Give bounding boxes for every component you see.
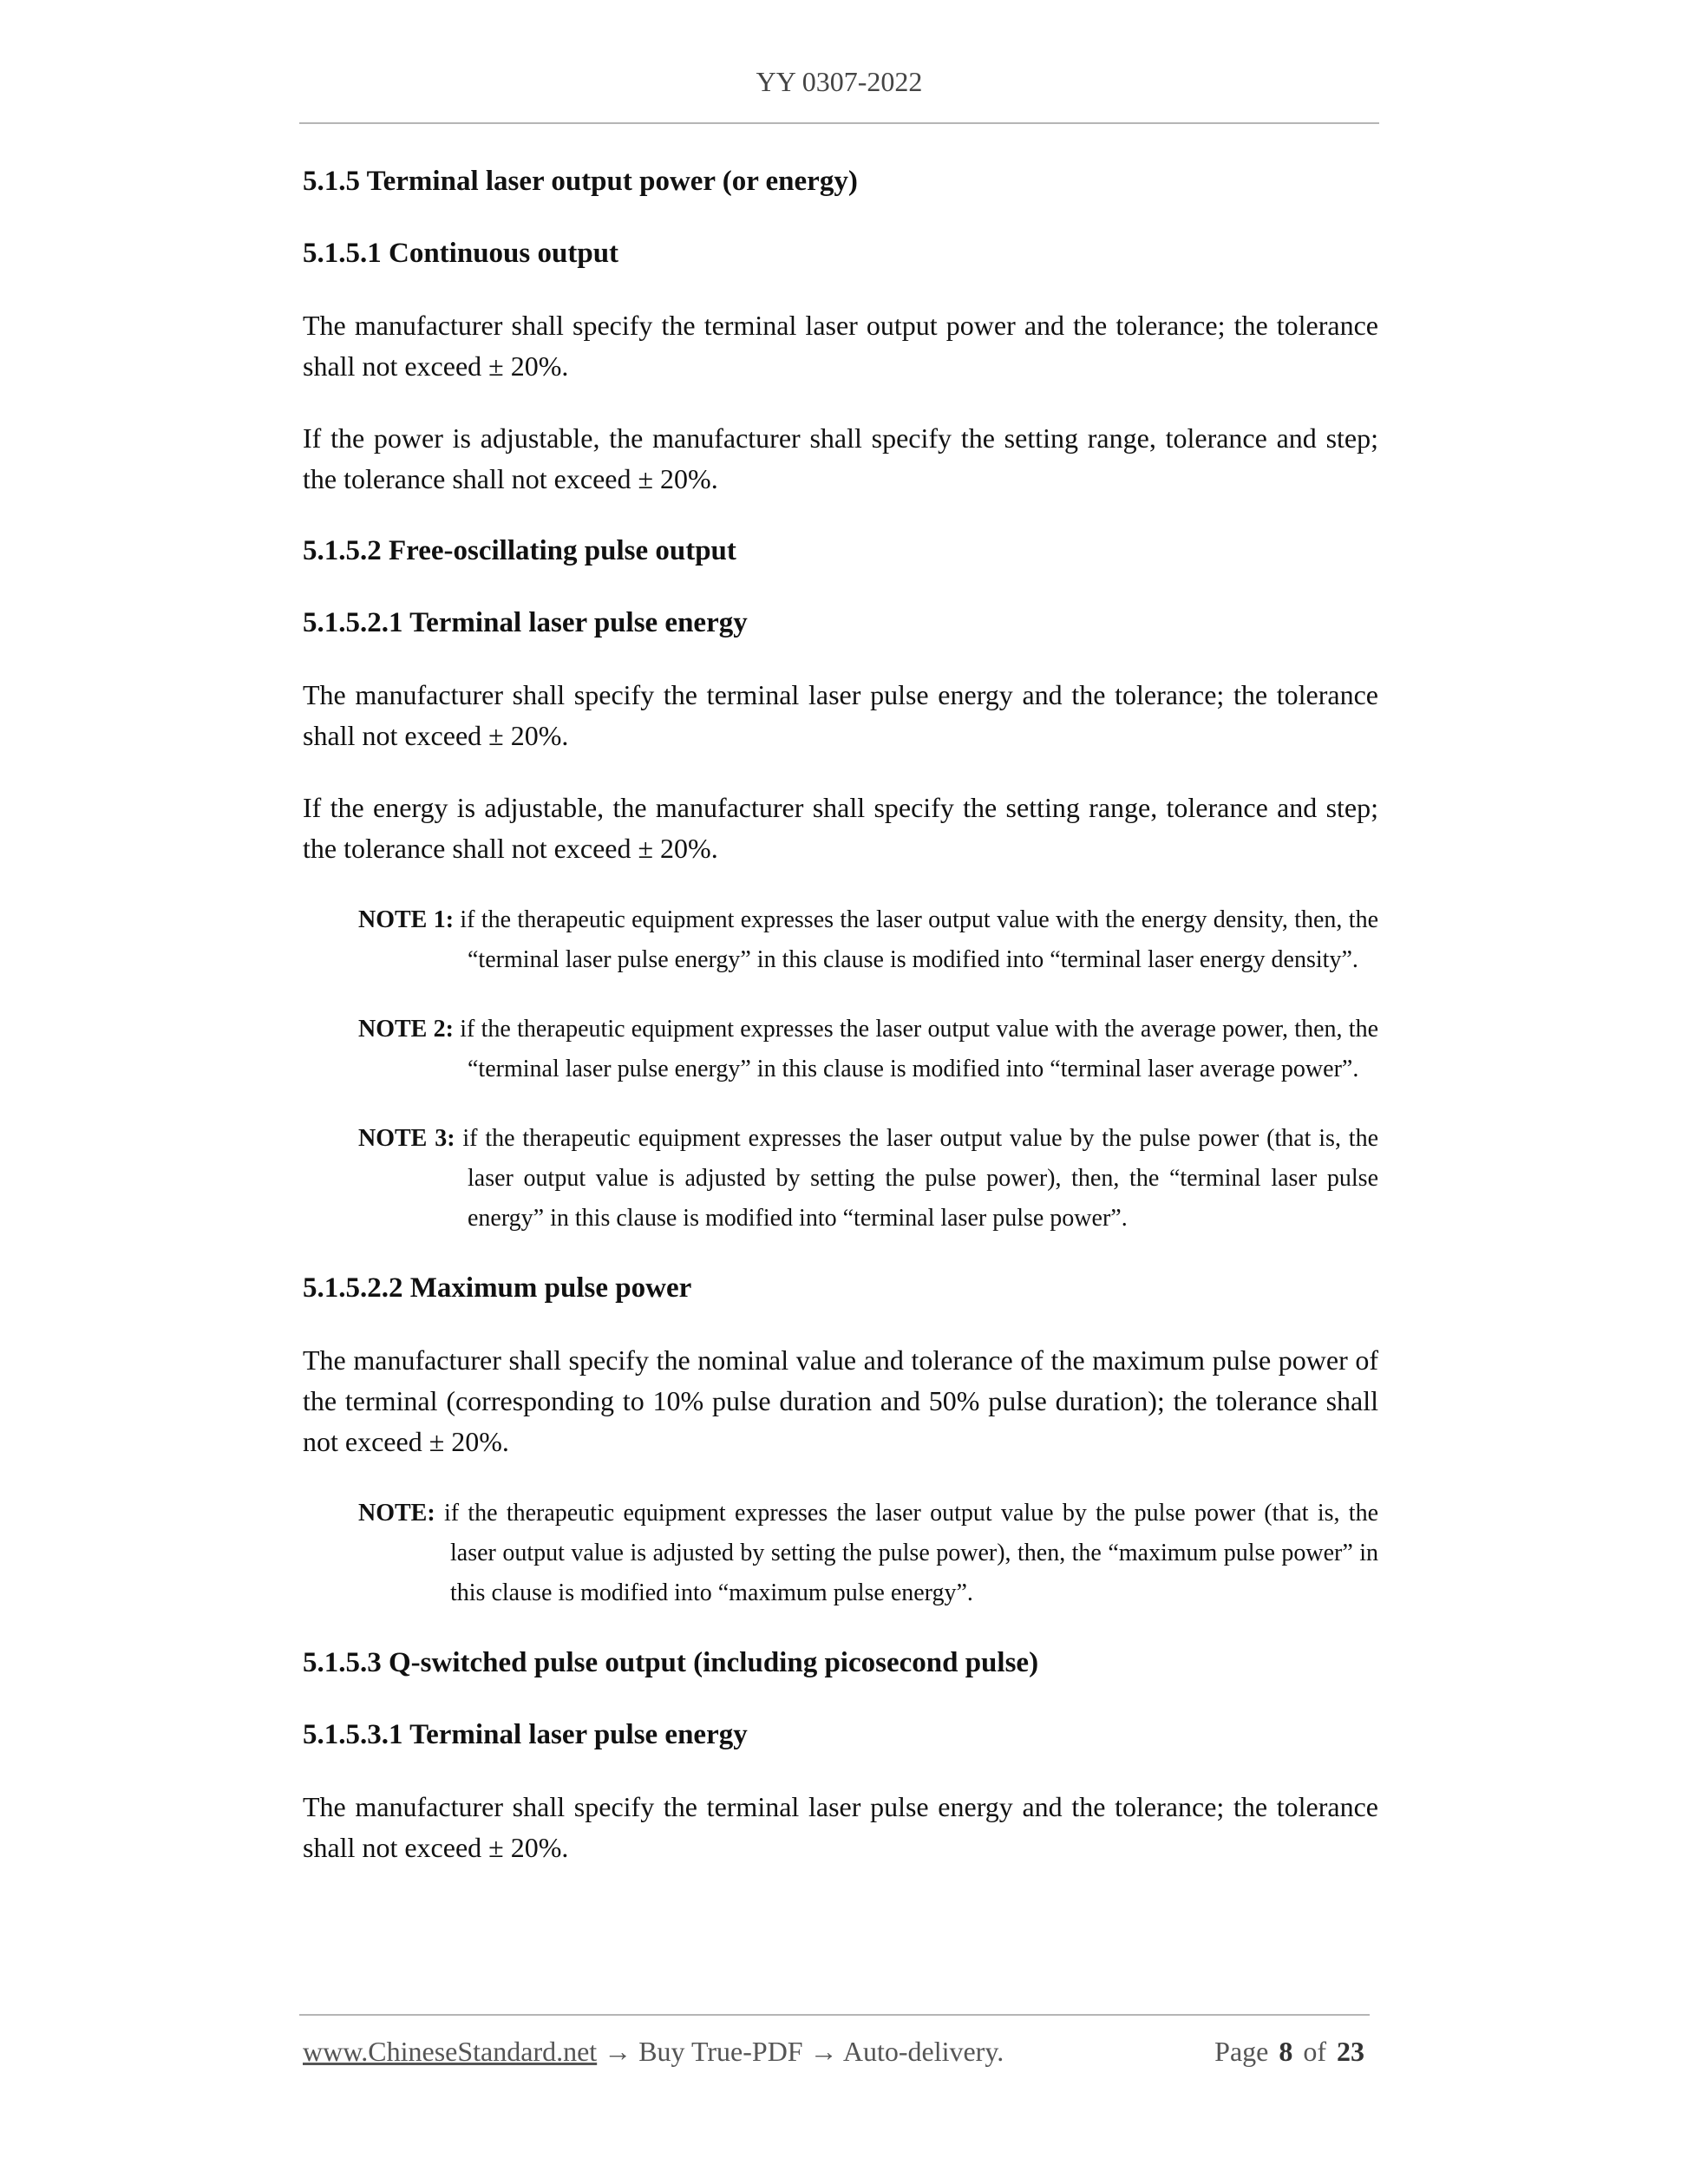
heading-5-1-5-2-2: 5.1.5.2.2 Maximum pulse power xyxy=(303,1272,692,1304)
note-1-text: if the therapeutic equipment expresses the laser output value with the energy density, then, the “terminal laser pulse energy” in this clause is modified into “terminal laser energy density”. xyxy=(460,906,1378,973)
arrow-right-icon: → xyxy=(809,2036,838,2067)
heading-5-1-5-2: 5.1.5.2 Free-oscillating pulse output xyxy=(303,535,736,566)
page-total: 23 xyxy=(1337,2036,1364,2067)
note-1-label: NOTE 1: xyxy=(358,906,455,933)
auto-delivery-text: Auto-delivery. xyxy=(842,2036,1004,2067)
header-divider xyxy=(299,122,1379,124)
note-3-label: NOTE 3: xyxy=(358,1125,455,1152)
note-maximum-pulse-label: NOTE: xyxy=(358,1500,435,1527)
paragraph-pulse-energy: The manufacturer shall specify the terminal laser pulse energy and the tolerance; the tolerance shall not exceed ± 20%. xyxy=(303,679,1378,751)
website-link[interactable]: www.ChineseStandard.net xyxy=(303,2036,598,2067)
heading-5-1-5: 5.1.5 Terminal laser output power (or energy) xyxy=(303,166,858,197)
paragraph-q-switched-energy: The manufacturer shall specify the terminal laser pulse energy and the tolerance; the tolerance shall not exceed ± 20%. xyxy=(303,1791,1378,1863)
buy-true-pdf-text: Buy True-PDF xyxy=(638,2036,803,2067)
heading-5-1-5-1: 5.1.5.1 Continuous output xyxy=(303,238,619,269)
paragraph-adjustable-energy: If the energy is adjustable, the manufacturer shall specify the setting range, tolerance and step; the tolerance shall not exceed ± 20%. xyxy=(303,792,1378,864)
paragraph-continuous-power: The manufacturer shall specify the terminal laser output power and the tolerance; the tolerance shall not exceed ± 20%. xyxy=(303,310,1378,382)
note-1 xyxy=(358,900,1378,980)
page-indicator xyxy=(1214,2036,1364,2068)
heading-5-1-5-2-1: 5.1.5.2.1 Terminal laser pulse energy xyxy=(303,607,748,638)
footer-divider xyxy=(299,2014,1370,2016)
heading-5-1-5-3-1: 5.1.5.3.1 Terminal laser pulse energy xyxy=(303,1719,748,1750)
footer-promo xyxy=(303,2036,1004,2068)
paragraph-maximum-pulse-power: The manufacturer shall specify the nominal value and tolerance of the maximum pulse power of the terminal (corresponding to 10% pulse duration and 50% pulse duration); the tolerance shall not exceed ± 20%. xyxy=(303,1344,1378,1457)
document-body xyxy=(303,161,1378,1900)
note-2-text: if the therapeutic equipment expresses the laser output value with the average power, then, the “terminal laser pulse energy” in this clause is modified into “terminal laser average power”. xyxy=(460,1016,1379,1082)
paragraph-adjustable-power: If the power is adjustable, the manufacturer shall specify the setting range, tolerance and step; the tolerance shall not exceed ± 20%. xyxy=(303,422,1378,494)
arrow-right-icon: → xyxy=(604,2036,632,2067)
note-3-text: if the therapeutic equipment expresses the laser output value by the pulse power (that is, the laser output value is adjusted by setting the pulse power), then, the “terminal laser pulse energy” in this clause is modified into “terminal laser pulse power”. xyxy=(462,1125,1379,1232)
page-label: Page xyxy=(1214,2036,1269,2067)
note-maximum-pulse-text: if the therapeutic equipment expresses the laser output value by the pulse power (that is, the laser output value is adjusted by setting the pulse power), then, the “maximum pulse power” in this clause is modified into “maximum pulse energy”. xyxy=(443,1500,1379,1606)
note-2 xyxy=(358,1010,1378,1089)
heading-5-1-5-3: 5.1.5.3 Q-switched pulse output (including picosecond pulse) xyxy=(303,1647,1039,1678)
document-header-title: YY 0307-2022 xyxy=(756,66,923,97)
note-maximum-pulse xyxy=(358,1494,1378,1613)
of-label: of xyxy=(1303,2036,1326,2067)
page-number: 8 xyxy=(1279,2036,1293,2067)
note-3 xyxy=(358,1119,1378,1239)
note-2-label: NOTE 2: xyxy=(358,1016,454,1043)
